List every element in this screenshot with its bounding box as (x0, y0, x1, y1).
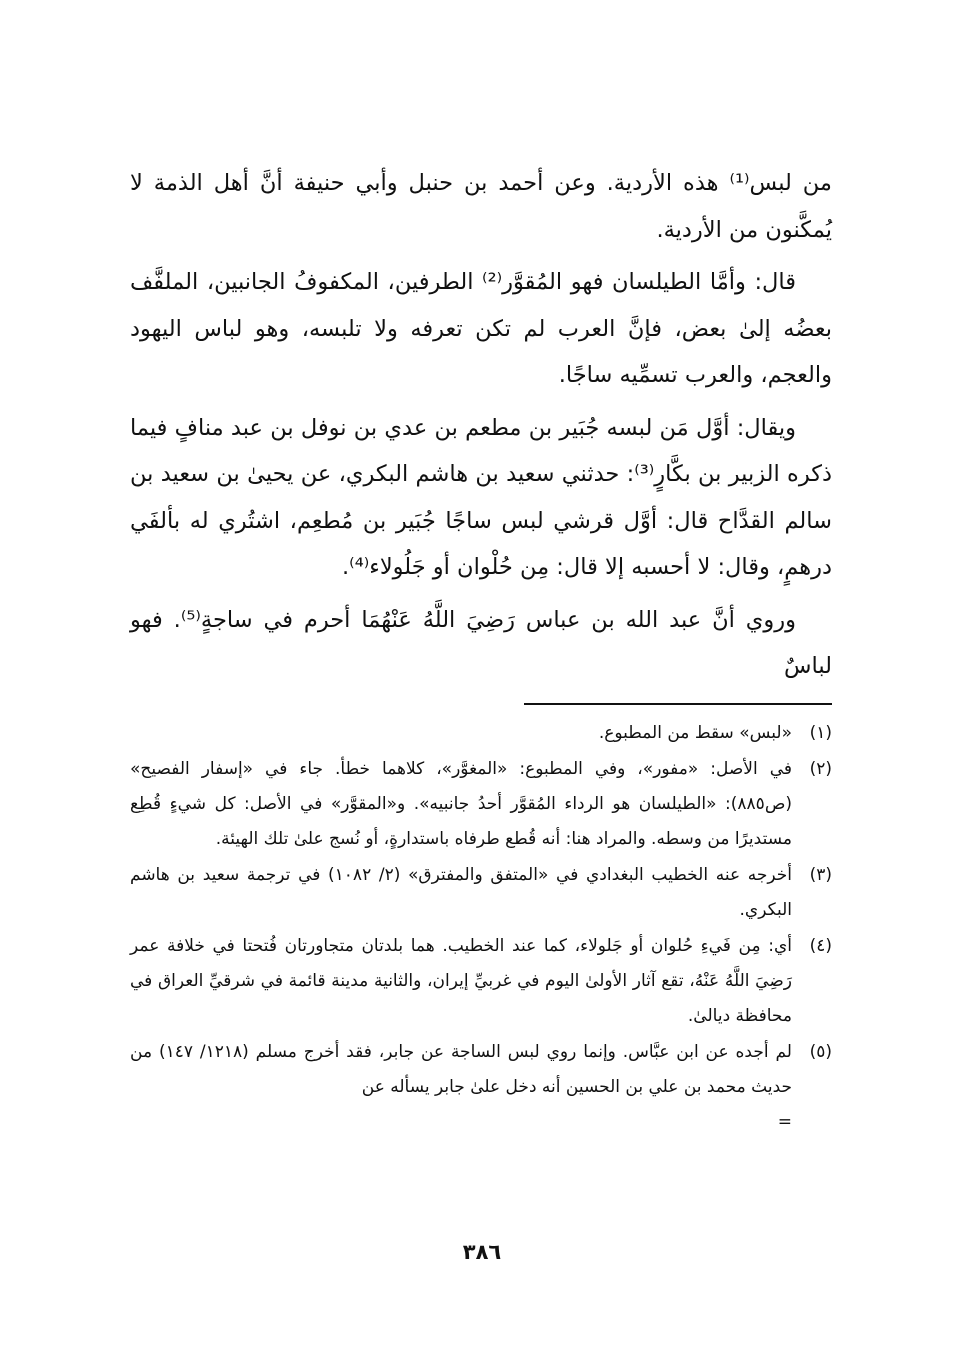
footnote-text: لم أجده عن ابن عبَّاس. وإنما روي لبس الساجة عن جابر، فقد أخرج مسلم (١٢١٨/ ١٤٧) من حديث محمد بن علي بن الحسين أنه دخل علىٰ جابر يسأله عن (130, 1042, 792, 1097)
page-number: ٣٨٦ (462, 1240, 502, 1264)
footnote-text: أخرجه عنه الخطيب البغدادي في «المتفق والمفترق» (٢/ ١٠٨٢) في ترجمة سعيد بن هاشم البكري. (130, 865, 792, 920)
footnote-item (130, 858, 832, 928)
footnotes-section (130, 716, 832, 1141)
footnote-text: «لبس» سقط من المطبوع. (598, 723, 792, 743)
footnote-item (130, 716, 832, 751)
footnote-continuation-mark: = (777, 1112, 792, 1132)
footnote-item (130, 752, 832, 857)
main-paragraph: وروي أنَّ عبد الله بن عباس رَضِيَ اللَّهُ عَنْهُمَا أحرم في ساجةٍ⁽⁵⁾. فهو لباسٌ (130, 606, 832, 679)
footnote-number: (٤) (809, 936, 832, 956)
main-text-body (130, 160, 832, 696)
footnote-text-wrapper (130, 1035, 792, 1140)
footnote-text: في الأصل: «مفور»، وفي المطبوع: «المغوَّر»، كلاهما خطأ. جاء في «إسفار الفصيح» (ص٨٨٥): «الطيلسان هو الرداء المُقوَّر أحدُ جانبيه». و«المقوَّر» في الأصل: كل شيءٍ قُطِع مستديرًا من وسطه. والمراد هنا: أنه قُطع طرفاه باستدارةٍ، أو نُسج علىٰ تلك الهيئة. (130, 759, 792, 849)
footnote-number: (١) (809, 723, 832, 743)
main-paragraph: قال: وأمَّا الطيلسان فهو المُقوَّر⁽²⁾ الطرفين، المكفوفُ الجانبين، الملفَّف بعضُه إلىٰ بعض، فإنَّ العرب لم تكن تعرفه ولا تلبسه، وهو لباس اليهود والعجم، والعرب تسمِّيه ساجًا. (130, 269, 832, 388)
main-paragraph: من لبس⁽¹⁾ هذه الأردية. وعن أحمد بن حنبل وأبي حنيفة أنَّ أهل الذمة لا يُمكَّنون من الأردية. (130, 170, 832, 243)
main-paragraph: ويقال: أوَّل مَن لبسه جُبَير بن مطعم بن عدي بن نوفل بن عبد منافٍ فيما ذكره الزبير بن بكَّارٍ⁽³⁾: حدثني سعيد بن هاشم البكري، عن يحيىٰ بن سعيد بن سالم القدَّاح قال: أوَّل قرشي لبس ساجًا جُبَير بن مُطعِم، اشتُري له بألفَي درهمٍ، وقال: لا أحسبه إلا قال: مِن حُلْوان أو جَلُولاء⁽⁴⁾. (130, 414, 832, 580)
footnote-number: (٥) (809, 1042, 832, 1062)
footnote-number: (٢) (809, 759, 832, 779)
footnote-number: (٣) (809, 865, 832, 885)
footnote-item (130, 929, 832, 1034)
footnote-item (130, 1035, 832, 1140)
footnote-text: أي: مِن فَيءِ حُلوان أو جَلولاء، كما عند الخطيب. هما بلدتان متجاورتان فُتحتا في خلافة عمر رَضِيَ اللَّهُ عَنْهُ، تقع آثار الأولىٰ اليوم في غربيِّ إيران، والثانية مدينة قائمة في شرقيِّ العراق في محافظة ديالىٰ. (130, 936, 792, 1026)
footnote-divider (524, 703, 832, 705)
